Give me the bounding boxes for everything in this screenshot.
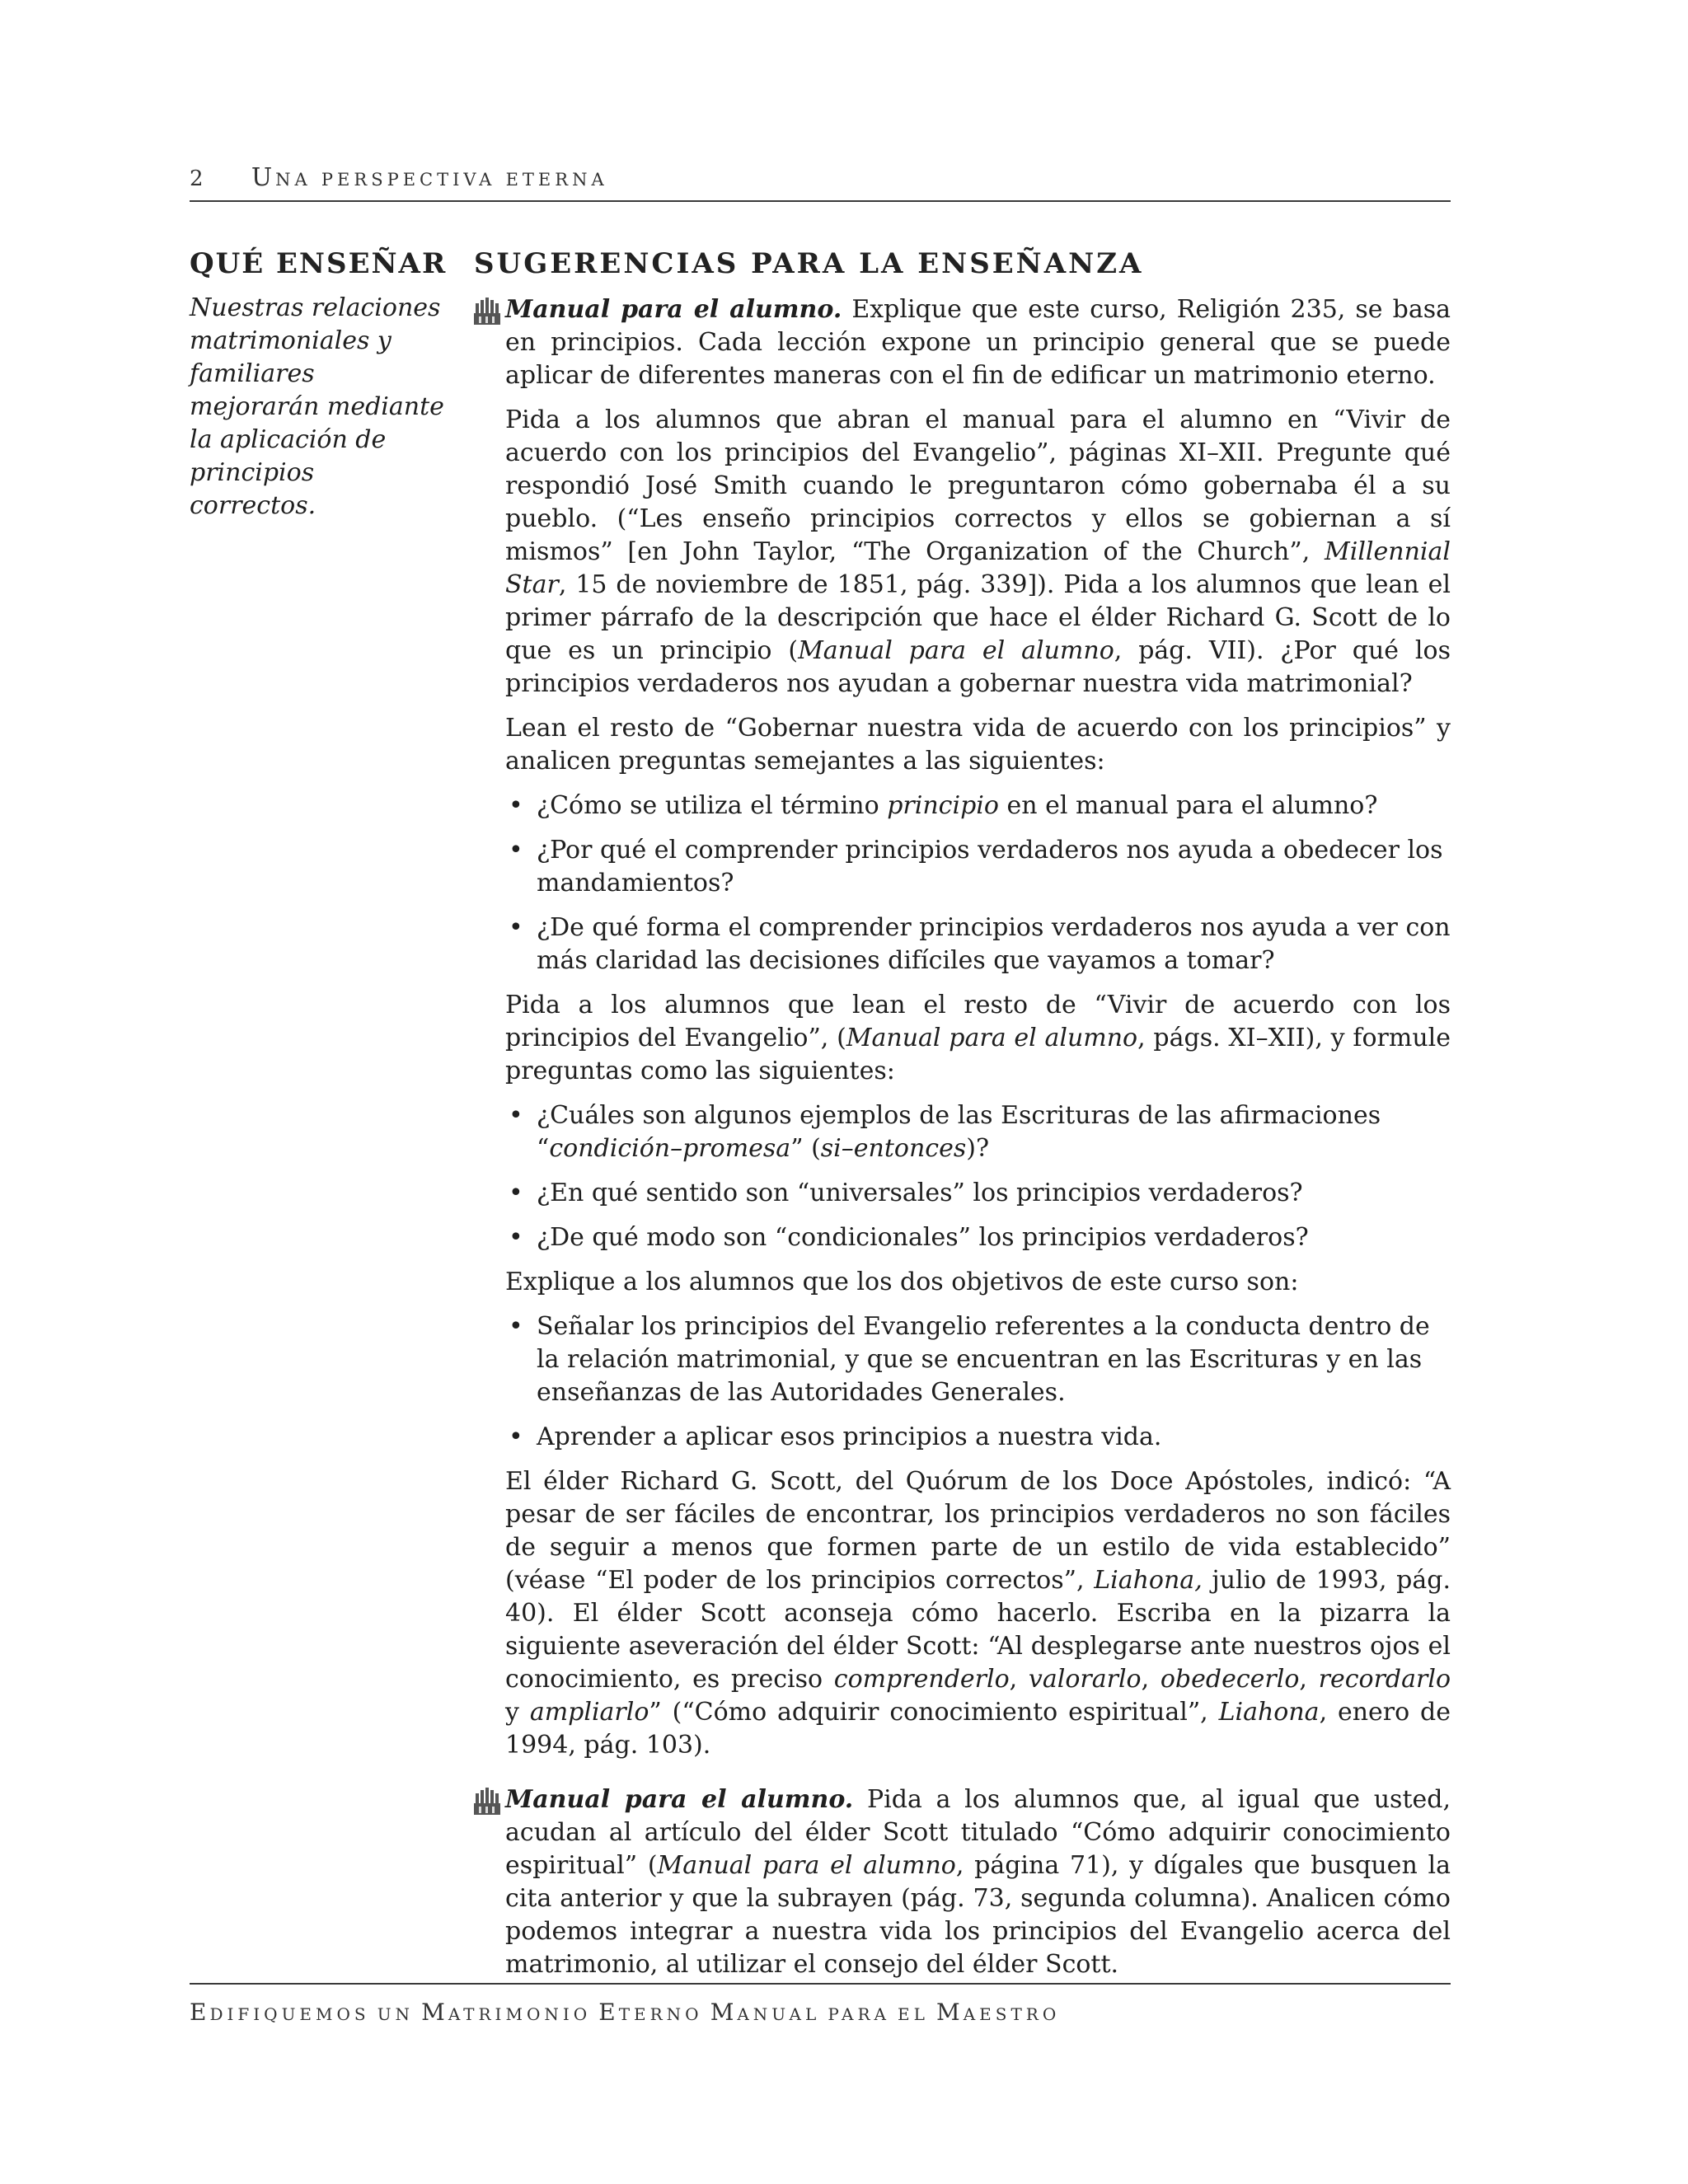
teaching-suggestions: [505, 293, 1451, 1981]
question-list-2: [505, 1099, 1451, 1254]
page-number: 2: [190, 166, 207, 191]
list-item: • ¿En qué sentido son “universales” los principios verdaderos?: [505, 1177, 1451, 1210]
main-column: [474, 247, 1451, 1993]
footer-rule: [190, 1983, 1451, 1985]
lead-student-manual: Manual para el alumno.: [505, 1785, 854, 1814]
running-footer: EDIFIQUEMOS UN MATRIMONIO ETERNO MANUAL PARA EL MAESTRO: [190, 1999, 1061, 2026]
paragraph-4: Pida a los alumnos que lean el resto de “Vivir de acuerdo con los principios del Evangelio”, (Manual para el alumno, págs. XI–XII), y formule preguntas como las siguientes:: [505, 991, 1451, 1085]
lead-student-manual: Manual para el alumno.: [505, 295, 842, 324]
paragraph-6: El élder Richard G. Scott, del Quórum de los Doce Apóstoles, indicó: “A pesar de ser fáciles de encontrar, los principios verdaderos no son fáciles de seguir a menos que formen parte de un estilo de vida establecido” (véase “El poder de los principios correctos”, Liahona, julio de 1993, pág. 40). El élder Scott aconseja cómo hacerlo. Escriba en la pizarra la siguiente aseveración del élder Scott: “Al desplegarse ante nuestros ojos el conocimiento, es preciso comprenderlo, valorarlo, obedecerlo, recordarlo y ampliarlo” (“Cómo adquirir conocimiento espiritual”, Liahona, enero de 1994, pág. 103).: [505, 1467, 1451, 1760]
paragraph-2: Pida a los alumnos que abran el manual para el alumno en “Vivir de acuerdo con los principios del Evangelio”, páginas XI–XII. Pregunte qué respondió José Smith cuando le preguntaron cómo gobernaba él a su pueblo. (“Les enseño principios correctos y ellos se gobiernan a sí mismos” [en John Taylor, “The Organization of the Church”, Millennial Star, 15 de noviembre de 1851, pág. 339]). Pida a los alumnos que lean el primer párrafo de la descripción que hace el élder Richard G. Scott de lo que es un principio (Manual para el alumno, pág. VII). ¿Por qué los principios verdaderos nos ayudan a gobernar nuestra vida matrimonial?: [505, 405, 1451, 698]
temple-icon: [472, 297, 502, 326]
list-item: • ¿Cuáles son algunos ejemplos de las Escrituras de las afirmaciones “condición–promesa” (si–entonces)?: [505, 1099, 1451, 1165]
list-item: • Aprender a aplicar esos principios a nuestra vida.: [505, 1421, 1451, 1454]
sidebar: [190, 247, 448, 523]
paragraph-1: Manual para el alumno. Explique que este curso, Religión 235, se basa en principios. Cada lección expone un principio general que se puede aplicar de diferentes maneras con el fin de edificar un matrimonio eterno.: [505, 293, 1451, 392]
running-header: [190, 163, 1451, 192]
objectives-list: [505, 1310, 1451, 1454]
header-title: UNA PERSPECTIVA ETERNA: [251, 163, 608, 192]
list-item: • ¿Cómo se utiliza el término principio en el manual para el alumno?: [505, 790, 1451, 823]
sidebar-text: Nuestras relaciones matrimoniales y familiares mejorarán mediante la aplicación de principios correctos.: [190, 293, 444, 520]
temple-icon: [472, 1787, 502, 1816]
question-list-1: [505, 790, 1451, 977]
main-heading: SUGERENCIAS PARA LA ENSEÑANZA: [474, 247, 1144, 280]
list-item: • ¿De qué modo son “condicionales” los principios verdaderos?: [505, 1221, 1451, 1254]
list-item: • Señalar los principios del Evangelio referentes a la conducta dentro de la relación matrimonial, y que se encuentran en las Escrituras y en las enseñanzas de las Autoridades Generales.: [505, 1310, 1451, 1409]
header-rule: [190, 200, 1451, 202]
list-item: • ¿Por qué el comprender principios verdaderos nos ayuda a obedecer los mandamientos?: [505, 834, 1451, 900]
paragraph-5: Explique a los alumnos que los dos objetivos de este curso son:: [505, 1268, 1299, 1296]
paragraph-7: Manual para el alumno. Pida a los alumnos que, al igual que usted, acudan al artículo del élder Scott titulado “Cómo adquirir conocimiento espiritual” (Manual para el alumno, página 71), y dígales que busquen la cita anterior y que la subrayen (pág. 73, segunda columna). Analicen cómo podemos integrar a nuestra vida los principios del Evangelio acerca del matrimonio, al utilizar el consejo del élder Scott.: [505, 1783, 1451, 1981]
sidebar-heading: QUÉ ENSEÑAR: [190, 247, 448, 280]
list-item: • ¿De qué forma el comprender principios verdaderos nos ayuda a ver con más claridad las decisiones difíciles que vayamos a tomar?: [505, 912, 1451, 977]
paragraph-3: Lean el resto de “Gobernar nuestra vida de acuerdo con los principios” y analicen preguntas semejantes a las siguientes:: [505, 714, 1451, 776]
